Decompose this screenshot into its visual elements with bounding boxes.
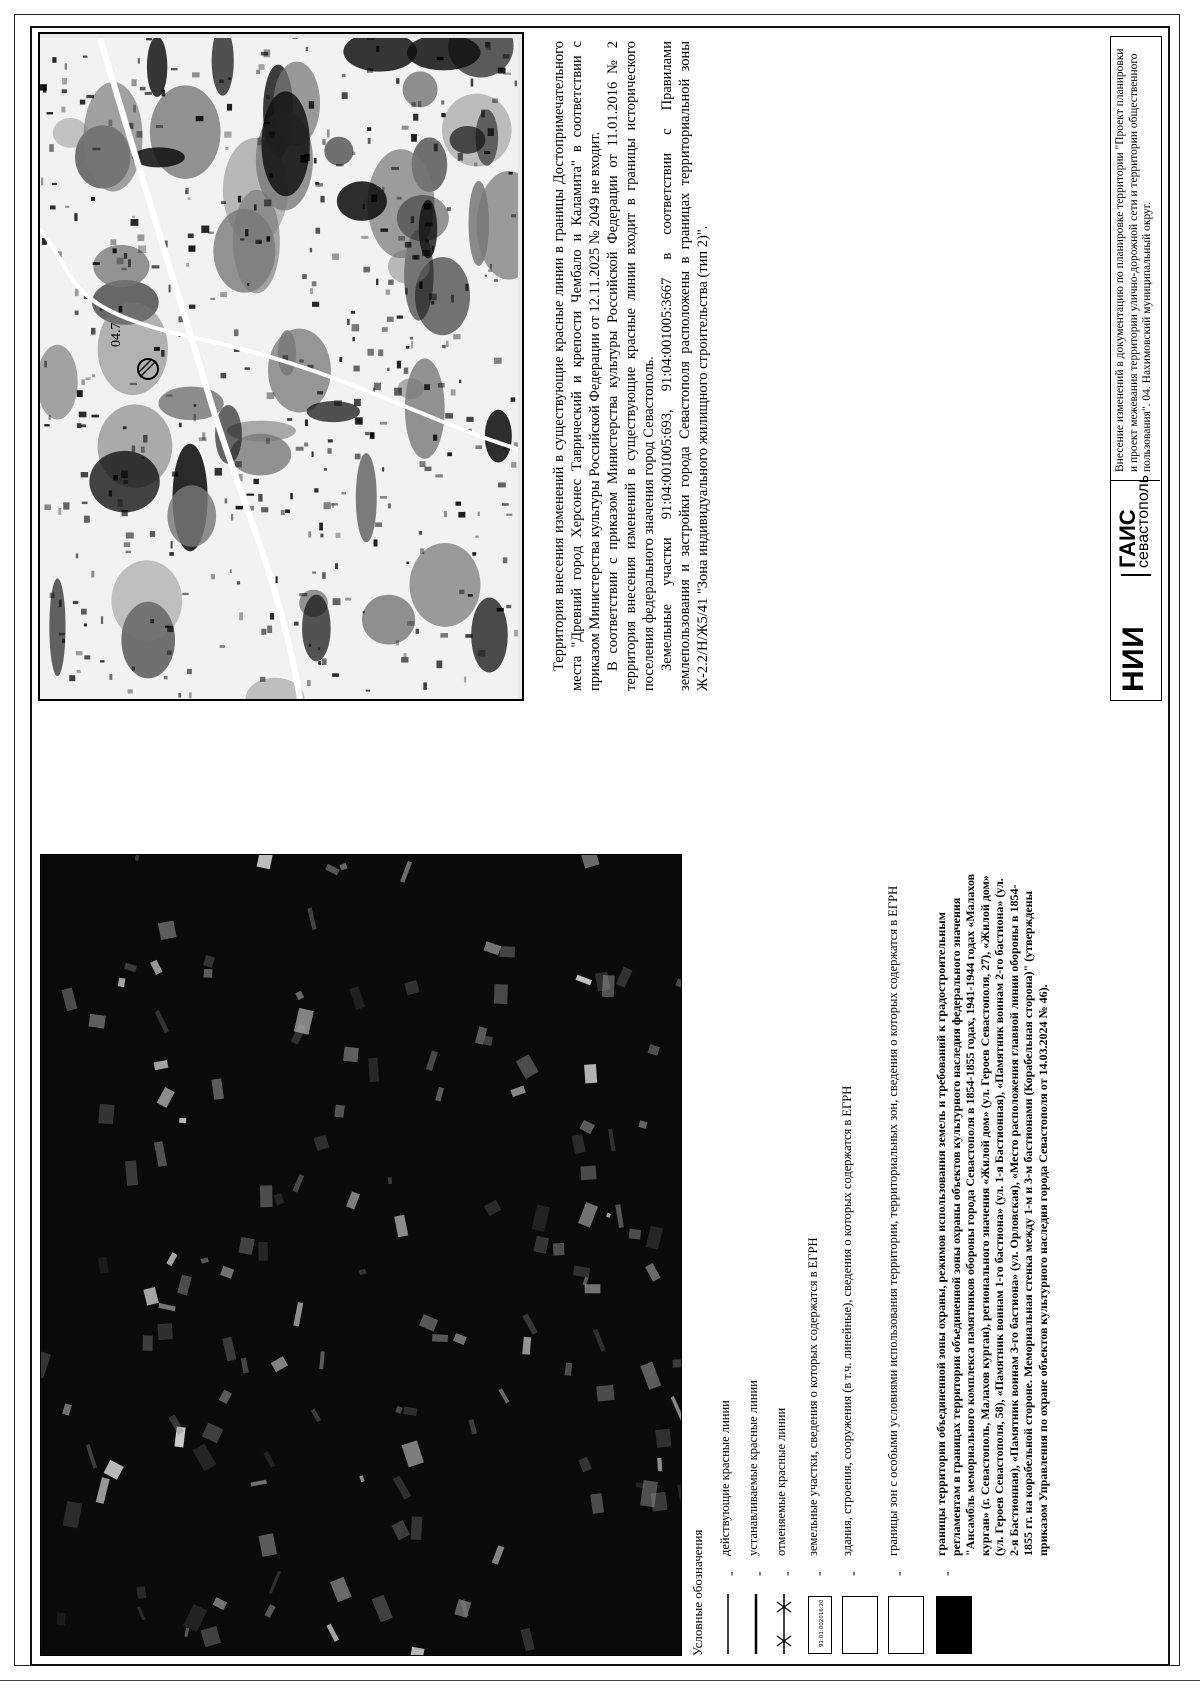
cancelled-red-line-symbol [774, 1592, 804, 1656]
existing-red-line-symbol [718, 1592, 748, 1656]
aerial-photo-image [41, 855, 681, 1655]
niigais-logo: НИИ ГАИС севастополь [1111, 480, 1160, 700]
rotated-sheet [30, 26, 1170, 1666]
zone-border-symbol [886, 1592, 926, 1656]
title-block [1110, 36, 1162, 701]
description-paragraph-2: В соответствии с приказом Министерства культуры Российской Федерации от 11.01.2016 № 2 территория внесения изменений в существующие красные линии входит в границы исторического поселения федерального значения город Севастополь. [605, 41, 657, 691]
legend-title: Условные обозначения [690, 1529, 705, 1656]
aerial-photo [40, 854, 682, 1656]
protection-zone-symbol [934, 1592, 974, 1656]
situation-map-image [40, 38, 518, 699]
description-paragraph-3: Земельные участки 91:04:001005:693, 91:04:001005:3667 в соответствии с Правилами землепользования и застройки города Севастополя расположены в границах территориальной зоны Ж-2.2/Н/Ж5/41 "Зона индивидуального жилищного строительства (тип 2)". [659, 41, 711, 691]
title-block-text: Внесение изменений в документацию по планировке территории "Проект планировки и проект межевания территории улично-дорожной сети и территории общественного пользования". 04. Нахимовский муниципальный округ. [1114, 48, 1153, 472]
new-red-line-symbol [746, 1592, 776, 1656]
bottom-rule [0, 1680, 1200, 1681]
description-text [550, 41, 712, 691]
situation-map [38, 32, 524, 701]
building-symbol [840, 1592, 880, 1656]
map-zone-label: 04.7 [109, 322, 124, 347]
description-paragraph-1: Территория внесения изменений в существующие красные линии в границы Достопримечательного места "Древний город Херсонес Таврический и крепости Чембало и Каламита" в соответствии с приказом Министерства культуры Российской Федерации от 12.11.2025 № 2049 не входит. [551, 41, 603, 691]
land-plot-symbol: 91:01:002016:20 [806, 1592, 836, 1656]
legend: Условные обозначения - действующие красные линии - устанавливаемые красные линии - отменяемые красные линии 91:01:002016:20 - земельные участки, сведения о которых содержатся в ЕГРН - здания, строения, сооружения (в т.ч. линейные), сведения о которых содержатся в ЕГРН - границы зон с особыми условиями использования территории, территориальных зон, сведения о которых содержатся в ЕГРН - границы территории объединенной зоны охраны, режимов использования земель и требований к градостроительным регламентам в границах территории объединенной зоны охраны объектов культурного наследия федерального значения "Ансамбль мемориального комплекса памятников обороны города Севастополя в 1854-1855 годах, 1941-1944 годах «Малахов курган» (г. Севастополь, Малахов курган), регионального значения «Жилой дом» (ул. Героев Севастополя, 27), «Жилой дом» (ул. Героев Севастополя, 58), «Памятник воинам 1-го бастиона» (ул. 1-я Бастионная), «Памятник воинам 2-го бастиона» (ул. 2-я Бастионная), «Памятник воинам 3-го бастиона» (ул. Орловская), «Место расположения главной линии обороны в 1854-1855 гг. на корабельной стороне. Мемориальная стенка между 1-м и 3-м бастионами (Корабельная сторона)" (утверждены приказом Управления по охране объектов культурного наследия города Севастополя от 14.03.2024 № 46). [690, 873, 1050, 1656]
